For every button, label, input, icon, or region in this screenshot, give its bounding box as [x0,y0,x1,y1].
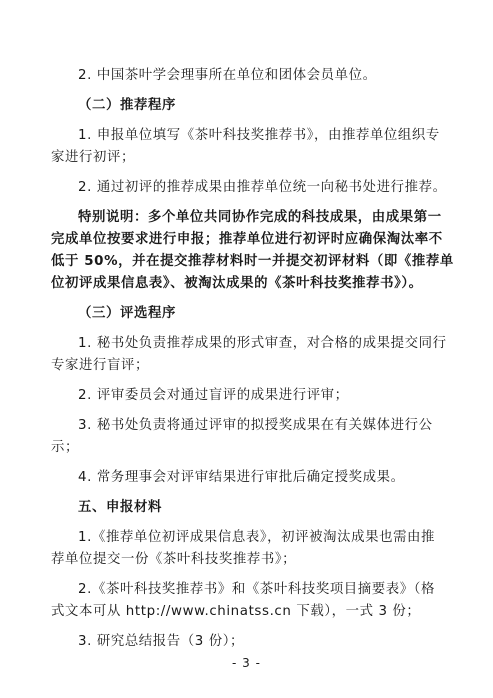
text-line-19: 荐单位提交一份《茶叶科技奖推荐书》； [51,552,297,567]
text-line-3: 1. 申报单位填写《茶叶科技奖推荐书》，由推荐单位组织专 [78,128,440,143]
special-note-line-4: 位初评成果信息表》、被淘汰成果的《茶叶科技奖推荐书》）。 [51,276,423,291]
text-line-12: 专家进行盲评； [51,358,149,373]
special-note-line-2: 完成单位按要求进行申报；推荐单位进行初评时应确保淘汰率不 [51,232,443,247]
text-line-21: 式文本可从 http://www.chinatss.cn 下载），一式 3 份； [51,604,421,619]
section-heading-application-materials: 五、申报材料 [78,500,162,515]
text-line-15: 示； [51,440,79,455]
text-line-11: 1. 秘书处负责推荐成果的形式审查，对合格的成果提交同行 [78,336,447,351]
section-heading-recommend-procedure: （二）推荐程序 [78,98,176,113]
text-line-4: 家进行初评； [51,150,135,165]
text-line-22: 3. 研究总结报告（3 份）； [78,634,245,649]
section-heading-selection-procedure: （三）评选程序 [78,306,176,321]
text-line-20: 2.《茶叶科技奖推荐书》和《茶叶科技奖项目摘要表》（格 [78,582,436,597]
text-line-14: 3. 秘书处负责将通过评审的拟授奖成果在有关媒体进行公 [78,418,433,433]
special-note-line-1: 特别说明：多个单位共同协作完成的科技成果，由成果第一 [78,210,442,225]
page-number: - 3 - [232,656,261,670]
text-line-1: 2. 中国茶叶学会理事所在单位和团体会员单位。 [78,68,377,83]
text-line-13: 2. 评审委员会对通过盲评的成果进行评审； [78,388,349,403]
text-line-16: 4. 常务理事会对评审结果进行审批后确定授奖成果。 [78,470,405,485]
special-note-line-3: 低于 50%，并在提交推荐材料时一并提交初评材料（即《推荐单 [51,254,454,269]
text-line-5: 2. 通过初评的推荐成果由推荐单位统一向秘书处进行推荐。 [78,180,447,195]
text-line-18: 1.《推荐单位初评成果信息表》，初评被淘汰成果也需由推 [78,530,436,545]
